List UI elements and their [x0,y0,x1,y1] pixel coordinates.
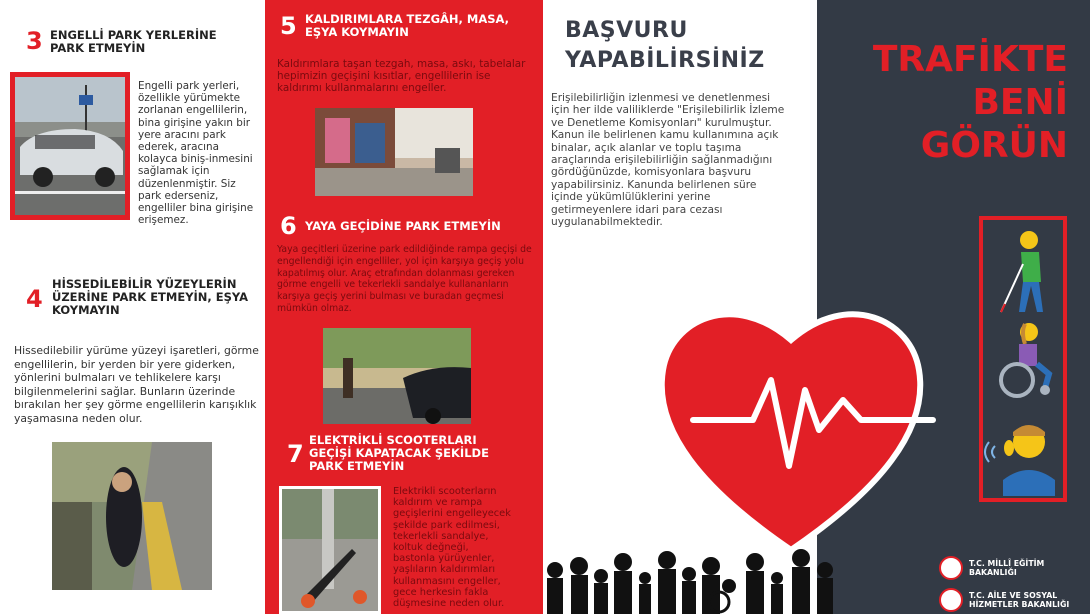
section-7-title: ELEKTRİKLİ SCOOTERLARI GEÇİŞİ KAPATACAK ŞEKİLDE PARK ETMEYİN [309,433,489,473]
logo-ashb-line1: T.C. AİLE VE SOSYAL [969,591,1058,600]
logo-meb-line1: T.C. MİLLÎ EĞİTİM [969,559,1045,568]
apply-text: Erişilebilirliğin izlenmesi ve denetlenmesi için her ilde valiliklerde "Erişilebilirlik İzleme ve Denetleme Komisyonları" kurulmuştur. Kanun ile belirlenen kamu kullanımına açık binalar, açık alanlar ve toplu taşıma araçlarında erişilebilirliğin sağlanmadığını gördüğünüzde, komisyonlara başvuru yapabilirsiniz. Kanunda belirlenen süre içinde yükümlülüklerini yerine getirmeyenlere idari para cezası uygulanabilmektedir. [551,92,785,229]
section-5-number: 5 [280,12,297,40]
logo-ashb-line2: HİZMETLER BAKANLIĞI [969,600,1070,609]
section-5-title: KALDIRIMLARA TEZGÂH, MASA, EŞYA KOYMAYIN [305,12,510,39]
section-7-text: Elektrikli scooterların kaldırım ve rampa geçişlerini engelleyecek şekilde park edilmesi, tekerlekli sandalye, koltuk değneği, bastonla yürüyenler, yaşlıların kaldırımları kullanmasını engeller, gece herkesin fakla düşmesine neden olur. [393,486,511,610]
cover-title-line3: GÖRÜN [920,125,1068,166]
section-4-number: 4 [26,285,43,313]
person-with-cane-icon [1001,231,1043,312]
heart-illustration [543,270,973,614]
section-6-number: 6 [280,212,297,240]
apply-title-line1: BAŞVURU [565,18,688,43]
cover-title-line2: BENİ [972,82,1068,123]
heart-icon [662,314,921,550]
section-4-text: Hissedilebilir yürüme yüzeyi işaretleri, görme engellilerin, bir yerden bir yere giderken, yönlerini bulmaları ve tehlikelere karşı bilgilenmelerini sağlar. Bunların üzerinde bırakılan her şey görme engellilerin karışıklık yaşamasına neden olur. [14,344,259,425]
deaf-person-icon [985,425,1055,496]
apply-title [565,16,765,76]
section-4-title: HİSSEDİLEBİLİR YÜZEYLERİN ÜZERİNE PARK ETMEYİN, EŞYA KOYMAYIN [52,277,249,317]
cover-title [873,38,1068,167]
disability-icons [983,220,1063,498]
section-3-title: ENGELLİ PARK YERLERİNE PARK ETMEYİN [50,28,217,55]
photo-tactile-paving [52,442,212,590]
cover-title-line1: TRAFİKTE [872,39,1068,80]
section-7-number: 7 [287,440,304,468]
section-3-number: 3 [26,27,43,55]
photo-sidewalk-stalls [315,108,473,196]
section-3-text: Engelli park yerleri, özellikle yürümekte zorlanan engellilerin, bina girişine yakın bir yere aracını park ederek, aracına kolayca biniş-inmesini sağlamak için düzenlenmiştir. Siz park ederseniz, engelliler bina girişine erişemez. [138,80,254,227]
apply-title-line2: YAPABİLİRSİNİZ [565,48,765,73]
panel-2 [265,0,543,614]
icon-frame [979,216,1067,502]
photo-parked-car [10,72,130,220]
logo-meb-line2: BAKANLIĞI [969,568,1017,577]
photo-crosswalk-car [323,328,471,424]
people-silhouettes-icon [547,549,833,614]
section-6-title: YAYA GEÇİDİNE PARK ETMEYİN [305,219,501,233]
wheelchair-user-icon [1001,323,1050,396]
section-6-text: Yaya geçitleri üzerine park edildiğinde rampa geçişi de engellendiği için engelliler, yol için karşıya geçiş yolu kapatılmış olur. Araç etrafından dolanması gereken görme engelli ve tekerlekli sandalye kullananların karşıya geçiş yerini bulması ve buradan geçmesi mümkün olmaz. [277,244,532,314]
photo-scooter [279,486,381,614]
section-5-text: Kaldırımlara taşan tezgah, masa, askı, tabelalar hepimizin geçişini kısıtlar, engellilerin ise kaldırımı kullanmalarını engeller. [277,58,526,95]
panel-1 [0,0,265,614]
